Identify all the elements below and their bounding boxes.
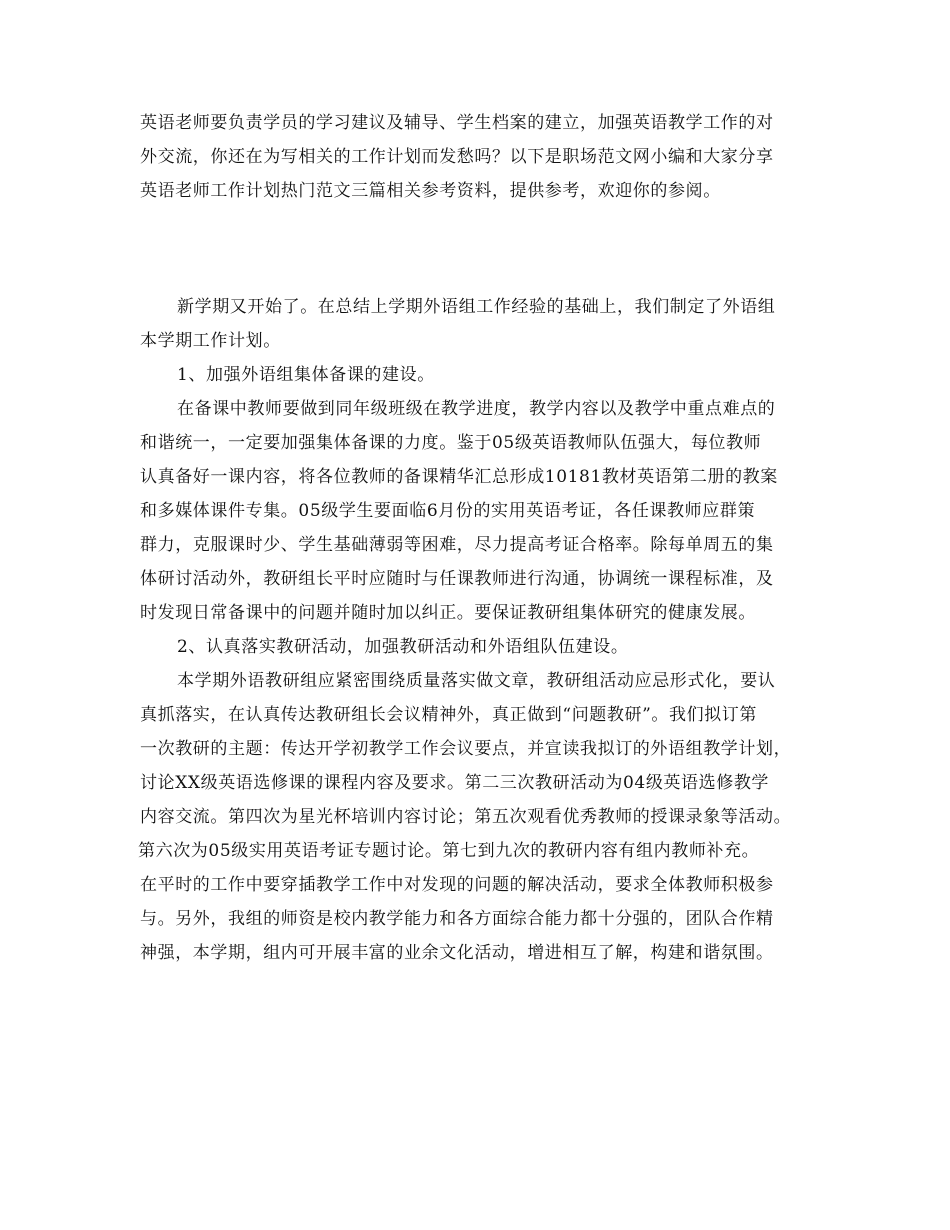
- text-line: 在备课中教师要做到同年级班级在教学进度，教学内容以及教学中重点难点的: [177, 399, 776, 419]
- text-line: 英语老师工作计划热门范文三篇相关参考资料，提供参考，欢迎你的参阅。: [140, 181, 721, 201]
- text-line: 和多媒体课件专集。05级学生要面临6月份的实用英语考证，各任课教师应群策: [140, 501, 756, 521]
- text-line: 内容交流。第四次为星光杯培训内容讨论；第五次观看优秀教师的授课录象等活动。: [140, 807, 792, 827]
- text-line: 讨论XX级英语选修课的课程内容及要求。第二三次教研活动为04级英语选修教学: [140, 773, 770, 793]
- text-line: 在平时的工作中要穿插教学工作中对发现的问题的解决活动，要求全体教师积极参: [140, 875, 774, 895]
- body-section: [140, 290, 820, 970]
- section-heading: 2、认真落实教研活动，加强教研活动和外语组队伍建设。: [177, 637, 629, 657]
- text-line: 本学期外语教研组应紧密围绕质量落实做文章，教研组活动应忌形式化，要认: [177, 671, 776, 691]
- text-line: 新学期又开始了。在总结上学期外语组工作经验的基础上，我们制定了外语组: [177, 297, 776, 317]
- text-line: 一次教研的主题：传达开学初教学工作会议要点，并宣读我拟订的外语组教学计划，: [140, 739, 792, 759]
- text-line: 真抓落实，在认真传达教研组长会议精神外，真正做到“问题教研”。我们拟订第: [140, 705, 757, 725]
- text-line: 体研讨活动外，教研组长平时应随时与任课教师进行沟通，协调统一课程标准，及: [140, 569, 774, 589]
- text-line: 和谐统一，一定要加强集体备课的力度。鉴于05级英语教师队伍强大，每位教师: [140, 433, 762, 453]
- text-line: 英语老师要负责学员的学习建议及辅导、学生档案的建立，加强英语教学工作的对: [140, 113, 774, 133]
- text-line: 本学期工作计划。: [140, 331, 281, 351]
- text-line: 认真备好一课内容，将各位教师的备课精华汇总形成10181教材英语第二册的教案: [140, 467, 778, 487]
- text-line: 群力，克服课时少、学生基础薄弱等困难，尽力提高考证合格率。除每单周五的集: [140, 535, 774, 555]
- text-line: 外交流，你还在为写相关的工作计划而发愁吗？以下是职场范文网小编和大家分享: [140, 147, 774, 167]
- text-line: 第六次为05级实用英语考证专题讨论。第七到九次的教研内容有组内教师补充。: [138, 841, 760, 861]
- intro-paragraph: [140, 106, 820, 208]
- section-heading: 1、加强外语组集体备课的建设。: [177, 365, 435, 385]
- text-line: 神强，本学期，组内可开展丰富的业余文化活动，增进相互了解，构建和谐氛围。: [140, 943, 774, 963]
- text-line: 与。另外，我组的师资是校内教学能力和各方面综合能力都十分强的，团队合作精: [140, 909, 774, 929]
- text-line: 时发现日常备课中的问题并随时加以纠正。要保证教研组集体研究的健康发展。: [140, 603, 756, 623]
